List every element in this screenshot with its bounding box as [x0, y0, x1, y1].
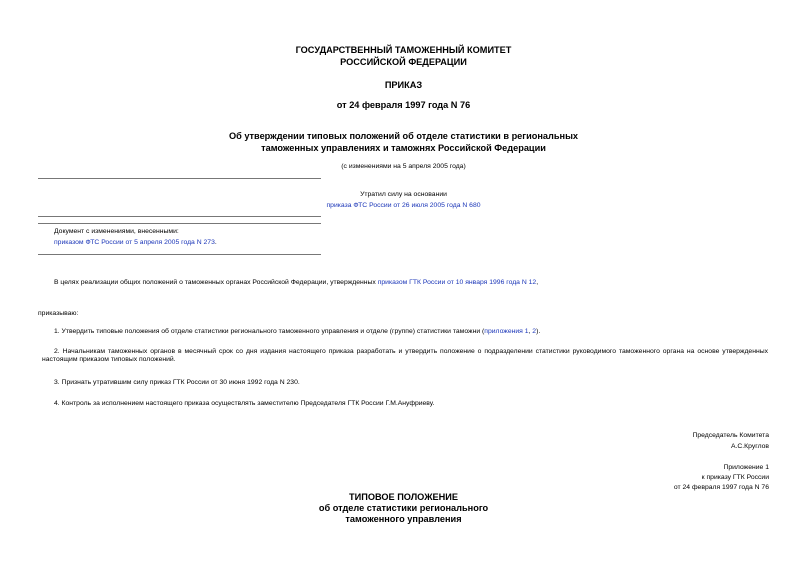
- appendix-ref-line3: от 24 февраля 1997 года N 76: [673, 484, 769, 491]
- changes-after: .: [214, 239, 217, 246]
- agency-name-line2: РОССИЙСКОЙ ФЕДЕРАЦИИ: [340, 57, 467, 67]
- appendix-1-link[interactable]: приложения 1: [484, 328, 529, 335]
- doc-title-line2: таможенных управлениях и таможнях Российской Федерации: [261, 143, 546, 153]
- doc-date: от 24 февраля 1997 года N 76: [336, 100, 471, 110]
- item-1: [54, 328, 540, 336]
- appendix-title-line2: об отделе статистики регионального: [318, 503, 489, 513]
- order-word: приказываю:: [38, 310, 79, 317]
- doc-type: ПРИКАЗ: [384, 80, 423, 90]
- item-1-after: ).: [536, 328, 541, 335]
- appendix-ref-line1: Приложение 1: [723, 464, 769, 471]
- signature-name: А.С.Круглов: [730, 443, 769, 450]
- intro-text: В целях реализации общих положений о таможенных органах Российской Федерации, утвержденных: [54, 279, 378, 286]
- appendix-2-link[interactable]: 2: [532, 328, 537, 335]
- changes-label: Документ с изменениями, внесенными:: [54, 228, 179, 235]
- repeal-link[interactable]: приказа ФТС России от 26 июля 2005 года N 680: [326, 202, 481, 209]
- appendix-ref-line2: к приказу ГТК России: [701, 474, 769, 481]
- doc-title-line1: Об утверждении типовых положений об отделе статистики в региональных: [228, 131, 579, 141]
- item-2: 2. Начальникам таможенных органов в месячный срок со дня издания настоящего приказа разработать и утвердить положение о подразделении статистики руководимого таможенного органа на основе утвержденных настоящим приказом типовых положений.: [42, 348, 768, 364]
- changes-link[interactable]: приказом ФТС России от 5 апреля 2005 года N 273: [54, 239, 215, 246]
- separator-line: [38, 216, 321, 217]
- intro-after: ,: [536, 279, 539, 286]
- item-1-text: 1. Утвердить типовые положения об отделе статистики регионального таможенного управления и отделе (группе) статистики таможни (: [54, 328, 485, 335]
- item-4: 4. Контроль за исполнением настоящего приказа осуществлять заместителю Председателя ГТК России Г.М.Ануфриеву.: [54, 400, 435, 407]
- repeal-label: Утратил силу на основании: [360, 191, 447, 198]
- appendix-title-line1: ТИПОВОЕ ПОЛОЖЕНИЕ: [349, 492, 458, 502]
- signature-position: Председатель Комитета: [692, 432, 769, 439]
- amendments-note: (с изменениями на 5 апреля 2005 года): [341, 163, 466, 170]
- item-3: 3. Признать утратившим силу приказ ГТК России от 30 июня 1992 года N 230.: [54, 379, 300, 386]
- separator-line: [38, 223, 321, 224]
- intro-link[interactable]: приказом ГТК России от 10 января 1996 года N 12: [377, 279, 537, 286]
- separator-line: [38, 254, 321, 255]
- appendix-title-line3: таможенного управления: [345, 514, 462, 524]
- item-1-sep: ,: [528, 328, 533, 335]
- intro-paragraph: [54, 279, 538, 287]
- changes-line: [54, 239, 217, 247]
- separator-line: [38, 178, 321, 179]
- agency-name-line1: ГОСУДАРСТВЕННЫЙ ТАМОЖЕННЫЙ КОМИТЕТ: [295, 45, 512, 55]
